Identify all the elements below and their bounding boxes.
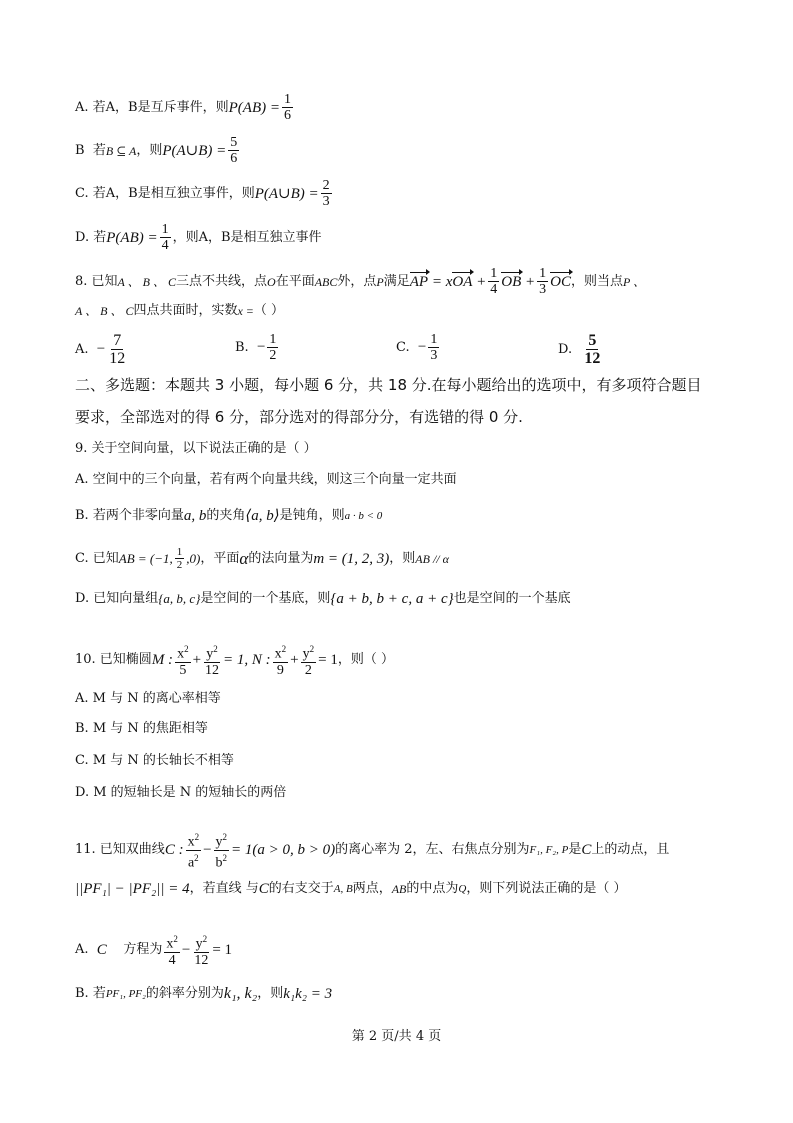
math-expr: x = [237,304,254,318]
option-text: 若 [93,229,107,245]
q9-option-c [75,546,733,571]
denominator: 6 [230,151,238,166]
math-expr: A 、 B 、 C [117,274,176,289]
math-expr: M : [151,651,174,668]
page-footer: 第 2 页/共 4 页 [351,1029,442,1044]
question-text: ，则下列说法正确的是（ ） [466,881,627,896]
fraction: $\frac{y^2}{12}$ [194,934,209,968]
numerator: 1 [283,92,291,107]
option-text: B. 若两个非零向量 [75,508,184,523]
math-expr: P(A∪B) = [162,142,227,159]
math-expr: P(A∪B) = [254,185,319,202]
fraction [282,92,293,123]
math-expr: {a + b, b + c, a + c} [330,591,454,607]
math-expr: m = (1, 2, 3) [313,550,390,567]
math-expr: AB [391,882,407,896]
math-expr: α [239,548,249,568]
math-expr: ,0) [186,550,201,566]
math-expr: a · b < 0 [344,510,383,522]
question-text: ，则当点 [570,273,623,289]
q9-option-b [75,507,733,525]
option-label: A. [75,941,89,957]
option-text: 也是空间的一个基底 [453,591,571,606]
question-text: 两点， [352,881,392,896]
math-expr: PF₁, PF₂ [105,988,146,1000]
fraction: $\frac{x^2}{9}$ [274,644,287,678]
math-expr: C [96,941,107,958]
question-text: 是 [568,842,582,858]
option-label: D. [558,342,573,357]
section-header-line2 [75,406,733,428]
question-text: 三点不共线，点 [176,273,268,289]
option-text: D. 已知向量组 [75,591,159,606]
fraction [160,222,171,253]
q7-option-c [75,178,733,209]
numerator: 5 [230,135,238,150]
fraction: $\frac{1}{4}$ [490,266,498,297]
section-text: 要求，全部选对的得 6 分，部分选对的得部分分，有选错的得 0 分. [75,408,523,426]
numerator: 2 [322,178,330,193]
option-label: C. [75,185,89,201]
question-text: 在平面 [275,273,315,289]
math-expr: C [581,842,592,859]
math-expr: = 1 [212,941,233,958]
vector-equation: AP = xOA + [409,273,487,290]
option-label: A. [75,99,89,115]
q11-stem-line1: 11. 已知双曲线 C : $\frac{x^2}{a^2}$ − $\frac{y^2}{b^2}$ = 1(a > 0, b > 0) 的离心率为 2，左、右焦点分别为 F₁, F₂, P 是 C 上的动点，且 [75,832,670,871]
math-expr: a, b [183,508,207,524]
q11-stem-line2 [75,880,733,898]
option-text: 的夹角 [206,508,246,523]
q7-option-a [75,92,733,123]
math-expr: {a, b, c} [158,591,201,606]
q8-option-a [75,332,129,367]
option-text: 是钝角，则 [279,508,345,523]
question-text: 的中点为 [406,881,459,896]
option-label: D. [75,229,90,245]
option-text: 若 [92,142,106,158]
option-text: ，则 [257,986,284,1001]
denominator: 4 [161,238,169,253]
q11-option-a: A. C 方程为 $\frac{x^2}{4}$ − $\frac{y^2}{12}$ = 1 [75,934,233,968]
option-text: B. 若 [75,986,106,1001]
question-text: 上的动点，且 [591,842,670,858]
q9-option-d [75,590,733,608]
q10-stem: 10. 已知椭圆 M : $\frac{x^2}{5}$ + $\frac{y^2}{12}$ = 1, N : $\frac{x^2}{9}$ + $\frac{y^2}{2}$ = 1 ，则（ ） [75,644,394,678]
option-text: ，则A，B是相互独立事件 [172,229,322,245]
math-expr: P [376,274,384,289]
option-text: 若A，B是相互独立事件，则 [92,185,255,201]
option-label: B [75,142,85,158]
question-text: 8. 已知 [75,273,118,289]
option-text: C. M 与 N 的长轴长不相等 [75,753,234,768]
fraction: $\frac{x^2}{a^2}$ [187,832,200,871]
fraction [267,332,278,363]
math-expr: k₁k₂ = 3 [283,986,333,1002]
q9-stem [75,440,733,458]
math-expr: ||PF₁| − |PF₂|| = 4 [75,881,190,897]
question-text: 9. 关于空间向量，以下说法正确的是（ ） [75,441,317,456]
fraction: $\frac{1}{2}$ [176,546,183,571]
math-expr: B ⊆ A [105,143,137,158]
fraction [321,178,332,209]
fraction: $\frac{x^2}{4}$ [166,934,178,968]
q10-option-a [75,690,733,708]
math-expr: Q [458,883,467,895]
math-expr: O [267,274,276,289]
question-text: 满足 [383,273,410,289]
math-expr: AB = (−1, [118,550,173,566]
numerator: 5 [588,332,597,349]
denominator: 12 [584,350,601,367]
denominator: 3 [430,348,438,363]
math-expr: = 1 [318,651,338,668]
fraction [107,332,127,367]
option-text: 方程为 [123,941,163,957]
math-expr: P(AB) = [106,229,158,246]
section-header-line1 [75,374,733,396]
fraction: $\frac{x^2}{5}$ [177,644,189,678]
q10-option-d [75,784,733,802]
math-expr: k₁, k₂ [223,985,258,1002]
math-expr: AB // α [415,551,449,566]
option-label: A. [75,342,89,357]
numerator: 1 [430,332,438,347]
fraction: $\frac{y^2}{2}$ [302,644,315,678]
math-expr: C [258,881,269,897]
q10-option-b [75,720,733,738]
option-text: ，则 [136,142,163,158]
option-text: ，则 [389,550,416,566]
math-expr: = 1(a > 0, b > 0) [231,842,336,859]
math-expr: A 、 B 、 C [75,304,134,318]
option-text: A. M 与 N 的离心率相等 [75,691,221,706]
math-expr: ABC [314,274,338,289]
fraction: $\frac{y^2}{12}$ [205,644,220,678]
math-expr: C : [164,842,184,859]
option-label: C. [396,340,410,355]
fraction [428,332,439,363]
q11-option-b [75,985,733,1003]
question-text: 的离心率为 2，左、右焦点分别为 [335,842,530,858]
q8-option-c [396,332,441,363]
question-text: 外，点 [337,273,377,289]
q7-option-b [75,135,733,166]
denominator: 3 [322,194,330,209]
vector-ob: OB + [501,273,536,290]
q8-stem-line2 [75,302,733,320]
option-label: B. [235,340,249,355]
section-text: 二、多选题：本题共 3 小题，每小题 6 分，共 18 分.在每小题给出的选项中，有多项符合题目 [75,376,702,394]
math-expr: A, B [333,883,353,895]
math-expr: ⟨a, b⟩ [245,508,280,524]
denominator: 2 [269,348,277,363]
fraction: $\frac{y^2}{b^2}$ [215,832,228,871]
fraction: $\frac{1}{3}$ [539,266,547,297]
q8-option-b [235,332,280,363]
q7-option-d [75,222,733,253]
math-expr: P 、 [622,274,646,289]
numerator: 1 [269,332,277,347]
numerator: 7 [113,332,122,349]
option-text: 的法向量为 [248,550,314,566]
option-text: ，平面 [200,550,240,566]
q9-option-a [75,471,733,489]
math-expr: F₁, F₂, P [529,844,569,857]
fraction [228,135,239,166]
minus-sign: − [96,341,106,357]
denominator: 12 [109,350,126,367]
numerator: 1 [161,222,169,237]
option-text: 的斜率分别为 [145,986,224,1001]
q8-stem-line1 [75,266,733,297]
question-text: ，若直线 与 [189,881,259,896]
math-expr: P(AB) = [228,99,280,116]
question-text: ，则（ ） [337,651,394,667]
minus-sign: − [417,339,427,355]
option-text: 若A，B是互斥事件，则 [92,99,229,115]
option-text: C. 已知 [75,550,119,566]
minus-sign: − [256,339,266,355]
question-text: （ ） [253,303,285,318]
q10-option-c [75,752,733,770]
vector-oc: OC [550,273,571,290]
question-text: 11. 已知双曲线 [75,842,165,858]
fraction [582,332,602,367]
question-text: 10. 已知椭圆 [75,651,152,667]
math-expr: = 1, N : [223,651,271,668]
option-text: D. M 的短轴长是 N 的短轴长的两倍 [75,785,287,800]
denominator: 6 [283,108,291,123]
question-text: 四点共面时，实数 [133,303,238,318]
question-text: 的右支交于 [268,881,334,896]
option-text: 是空间的一个基底，则 [200,591,331,606]
option-text: A. 空间中的三个向量，若有两个向量共线，则这三个向量一定共面 [75,472,457,487]
option-text: B. M 与 N 的焦距相等 [75,721,208,736]
q8-option-d [558,332,604,367]
